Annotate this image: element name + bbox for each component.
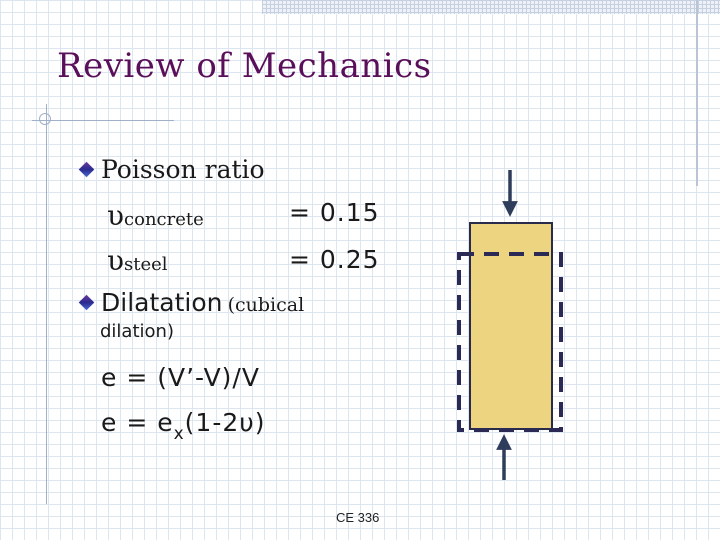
dilatation-note-part1: (cubical xyxy=(227,294,305,316)
formula-lead: e = e xyxy=(101,408,174,437)
slide-title: Review of Mechanics xyxy=(57,46,432,86)
nu-steel-value: = 0.25 xyxy=(289,245,380,274)
formula-dilatation-definition: e = (V’-V)/V xyxy=(101,363,260,392)
nu-subscript-concrete: concrete xyxy=(124,209,204,230)
footer-course-code: CE 336 xyxy=(336,510,380,525)
formula-tail: (1-2υ) xyxy=(184,408,266,437)
nu-symbol: υ xyxy=(107,244,125,277)
formula-subscript-x: x xyxy=(173,424,185,444)
nu-concrete-value: = 0.15 xyxy=(289,198,380,227)
nu-subscript-steel: steel xyxy=(124,254,168,275)
nu-symbol: υ xyxy=(107,199,125,232)
dilatation-note-part2: dilation) xyxy=(100,321,174,342)
bullet-poisson-label: Poisson ratio xyxy=(101,155,265,184)
bullet-dilatation-label: Dilatation xyxy=(101,288,223,317)
